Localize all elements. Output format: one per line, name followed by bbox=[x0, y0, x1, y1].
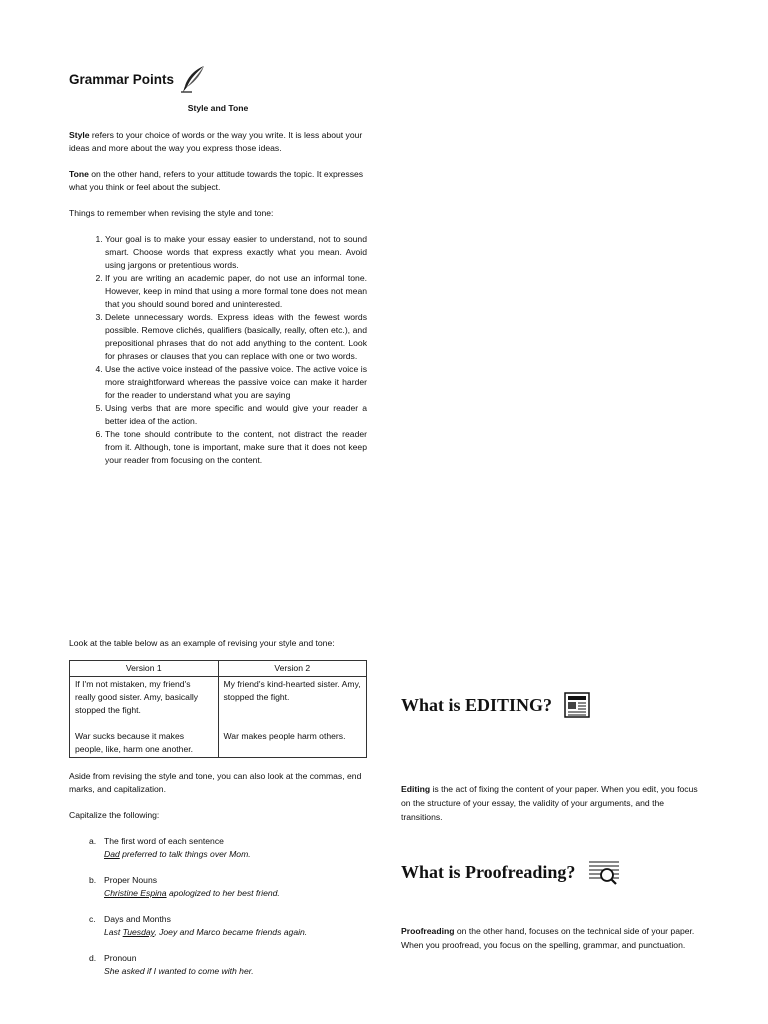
left-column bbox=[69, 64, 367, 991]
proofreading-heading-text: What is Proofreading? bbox=[401, 862, 576, 882]
aside-paragraph: Aside from revising the style and tone, you can also look at the commas, end marks, and capitalization. bbox=[69, 771, 362, 794]
cell-text: War sucks because it makes people, like, harm one another. bbox=[75, 731, 194, 754]
proofreading-term: Proofreading bbox=[401, 926, 455, 936]
list-marker: d. bbox=[89, 953, 97, 963]
example-sentence: Last Tuesday, Joey and Marco became friends again. bbox=[104, 927, 308, 937]
page-title bbox=[69, 64, 367, 94]
style-definition bbox=[69, 129, 367, 155]
list-marker: b. bbox=[89, 875, 97, 885]
editing-term: Editing bbox=[401, 784, 431, 794]
style-term: Style bbox=[69, 130, 90, 140]
tip-item: 3. Delete unnecessary words. Express ideas with the fewest words possible. Remove clichés, qualifiers (basically, really, often etc.), and prepositional phrases that do not add anything to the content. Look for phrases or clauses that you can replace with one or two words. bbox=[105, 311, 367, 363]
list-label: Pronoun bbox=[104, 953, 137, 963]
right-column bbox=[401, 690, 701, 952]
spacer bbox=[69, 467, 367, 637]
example-sentence: She asked if I wanted to come with her. bbox=[104, 966, 254, 976]
proofreading-paragraph bbox=[401, 924, 701, 952]
column-header: Version 1 bbox=[70, 661, 219, 677]
editing-heading-text: What is EDITING? bbox=[401, 695, 553, 715]
tip-item: 4. Use the active voice instead of the passive voice. The active voice is more straightforward whereas the passive voice can make it harder for the reader to understand what you are saying bbox=[105, 363, 367, 402]
example-sentence: Dad preferred to talk things over Mom. bbox=[104, 849, 251, 859]
proofreading-heading bbox=[401, 858, 701, 886]
tip-item: 5. Using verbs that are more specific and would give your reader a better idea of the action. bbox=[105, 402, 367, 428]
list-marker: c. bbox=[89, 914, 96, 924]
title-text: Grammar Points bbox=[69, 71, 175, 87]
list-item bbox=[89, 874, 367, 900]
style-text: refers to your choice of words or the way you write. It is less about your ideas and more about the way you express those ideas. bbox=[69, 130, 363, 153]
tone-term: Tone bbox=[69, 169, 89, 179]
tone-text: on the other hand, refers to your attitude towards the topic. It expresses what you think or feel about the subject. bbox=[69, 169, 364, 192]
tip-item: 2. If you are writing an academic paper, do not use an informal tone. However, keep in mind that using a more formal tone does not mean that you should sound bored and uninterested. bbox=[105, 272, 367, 311]
table-header-row bbox=[70, 661, 367, 677]
table-cell-version1 bbox=[70, 677, 219, 758]
cell-text: My friend's kind-hearted sister. Amy, stopped the fight. bbox=[223, 679, 361, 702]
revision-table bbox=[69, 660, 367, 758]
tip-item: 6. The tone should contribute to the content, not distract the reader from it. Although, tone is important, make sure that it does not keep your reader from focusing on the content. bbox=[105, 428, 367, 467]
list-item bbox=[89, 952, 367, 978]
editing-heading bbox=[401, 690, 701, 720]
table-intro: Look at the table below as an example of revising your style and tone: bbox=[69, 638, 335, 648]
editing-paragraph bbox=[401, 782, 701, 824]
quill-icon bbox=[178, 64, 208, 94]
list-item bbox=[89, 913, 367, 939]
cell-text: If I'm not mistaken, my friend's really good sister. Amy, basically stopped the fight. bbox=[75, 679, 199, 715]
cell-text: War makes people harm others. bbox=[223, 731, 346, 741]
list-label: Proper Nouns bbox=[104, 875, 158, 885]
tone-definition bbox=[69, 168, 367, 194]
capitalize-list bbox=[69, 835, 367, 978]
list-item bbox=[89, 835, 367, 861]
remember-intro: Things to remember when revising the style and tone: bbox=[69, 208, 274, 218]
magnifier-icon bbox=[585, 858, 623, 886]
list-marker: a. bbox=[89, 836, 97, 846]
column-header: Version 2 bbox=[218, 661, 367, 677]
editing-text: is the act of fixing the content of your paper. When you edit, you focus on the structure of your essay, the validity of your arguments, and the transitions. bbox=[401, 784, 698, 822]
list-label: The first word of each sentence bbox=[104, 836, 224, 846]
capitalize-heading: Capitalize the following: bbox=[69, 810, 160, 820]
proofreading-text: on the other hand, focuses on the technical side of your paper. When you proofread, you focus on the spelling, grammar, and punctuation. bbox=[401, 926, 695, 950]
example-sentence: Christine Espina apologized to her best friend. bbox=[104, 888, 280, 898]
tips-list bbox=[69, 233, 367, 467]
tip-item: 1. Your goal is to make your essay easier to understand, not to sound smart. Choose words that express exactly what you mean. Avoid using jargons or pretentious words. bbox=[105, 233, 367, 272]
section-subtitle: Style and Tone bbox=[187, 103, 249, 113]
table-cell-version2 bbox=[218, 677, 367, 758]
list-label: Days and Months bbox=[104, 914, 171, 924]
newspaper-icon bbox=[562, 690, 592, 720]
table-row bbox=[70, 677, 367, 758]
